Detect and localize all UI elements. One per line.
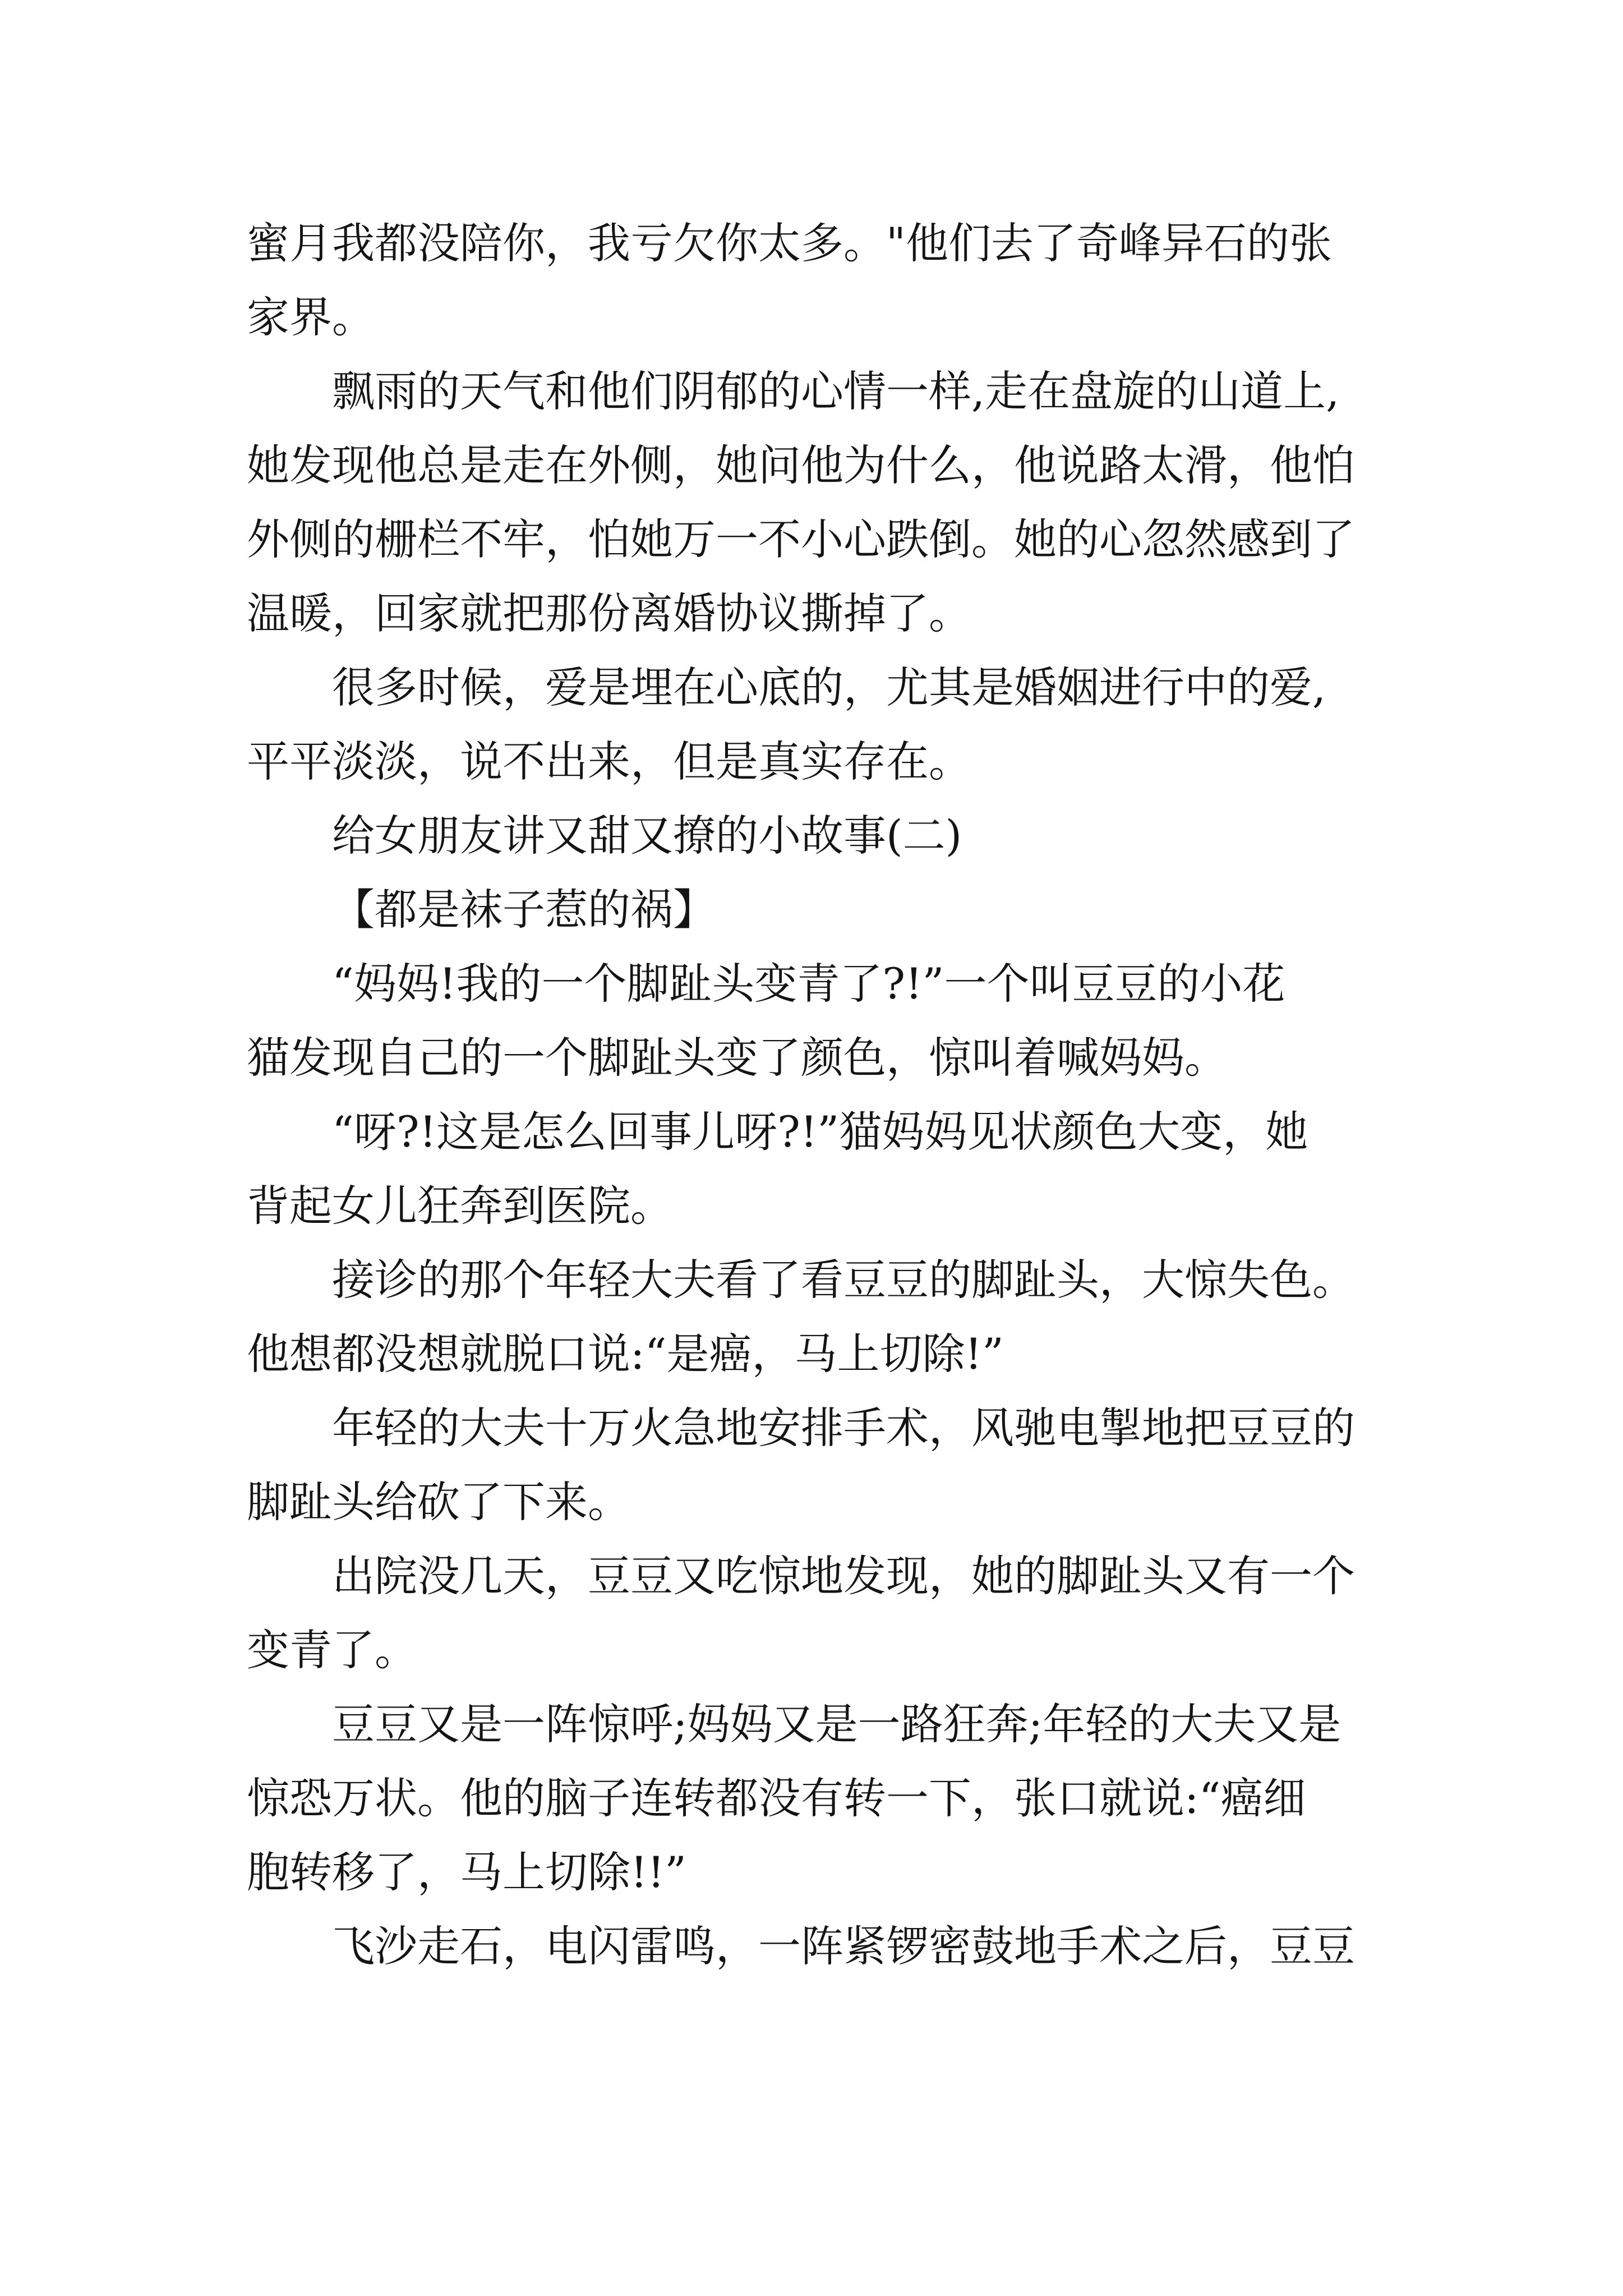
- text-line: 温暖，回家就把那份离婚协议撕掉了。: [247, 588, 971, 638]
- text-line: 变青了。: [247, 1625, 417, 1675]
- text-line: 胞转移了，马上切除!!”: [247, 1847, 686, 1897]
- text-line: 惊恐万状。他的脑子连转都没有转一下，张口就说:“癌细: [247, 1773, 1306, 1823]
- text-line: 家界。: [247, 292, 375, 342]
- text-line: 脚趾头给砍了下来。: [247, 1477, 630, 1527]
- text-line: 豆豆又是一阵惊呼;妈妈又是一路狂奔;年轻的大夫又是: [332, 1699, 1341, 1749]
- text-line: 背起女儿狂奔到医院。: [247, 1181, 673, 1231]
- text-line: “呀?!这是怎么回事儿呀?!”猫妈妈见状颜色大变，她: [332, 1107, 1308, 1157]
- document-body: [247, 206, 1447, 1984]
- text-line: 猫发现自己的一个脚趾头变了颜色，惊叫着喊妈妈。: [247, 1033, 1227, 1083]
- text-line: 年轻的大夫十万火急地安排手术，风驰电掣地把豆豆的: [332, 1403, 1355, 1453]
- text-line: 飘雨的天气和他们阴郁的心情一样,走在盘旋的山道上,: [332, 366, 1340, 416]
- text-line: 接诊的那个年轻大夫看了看豆豆的脚趾头，大惊失色。: [332, 1255, 1355, 1305]
- text-line: 他想都没想就脱口说:“是癌，马上切除!”: [247, 1329, 1004, 1379]
- text-line: 她发现他总是走在外侧，她问他为什么，他说路太滑，他怕: [247, 440, 1355, 490]
- text-line: 很多时候，爱是埋在心底的，尤其是婚姻进行中的爱,: [332, 662, 1326, 712]
- text-line: 飞沙走石，电闪雷鸣，一阵紧锣密鼓地手术之后，豆豆: [332, 1921, 1355, 1971]
- text-line: 出院没几天，豆豆又吃惊地发现，她的脚趾头又有一个: [332, 1551, 1355, 1601]
- text-line: 平平淡淡，说不出来，但是真实存在。: [247, 737, 971, 786]
- text-line: “妈妈!我的一个脚趾头变青了?!”一个叫豆豆的小花: [332, 959, 1285, 1009]
- text-line: 外侧的栅栏不牢，怕她万一不小心跌倒。她的心忽然感到了: [247, 514, 1355, 564]
- section-heading: 给女朋友讲又甜又撩的小故事(二): [332, 811, 962, 861]
- text-line: 蜜月我都没陪你，我亏欠你太多。"他们去了奇峰异石的张: [247, 218, 1332, 268]
- story-title: 【都是袜子惹的祸】: [332, 885, 716, 935]
